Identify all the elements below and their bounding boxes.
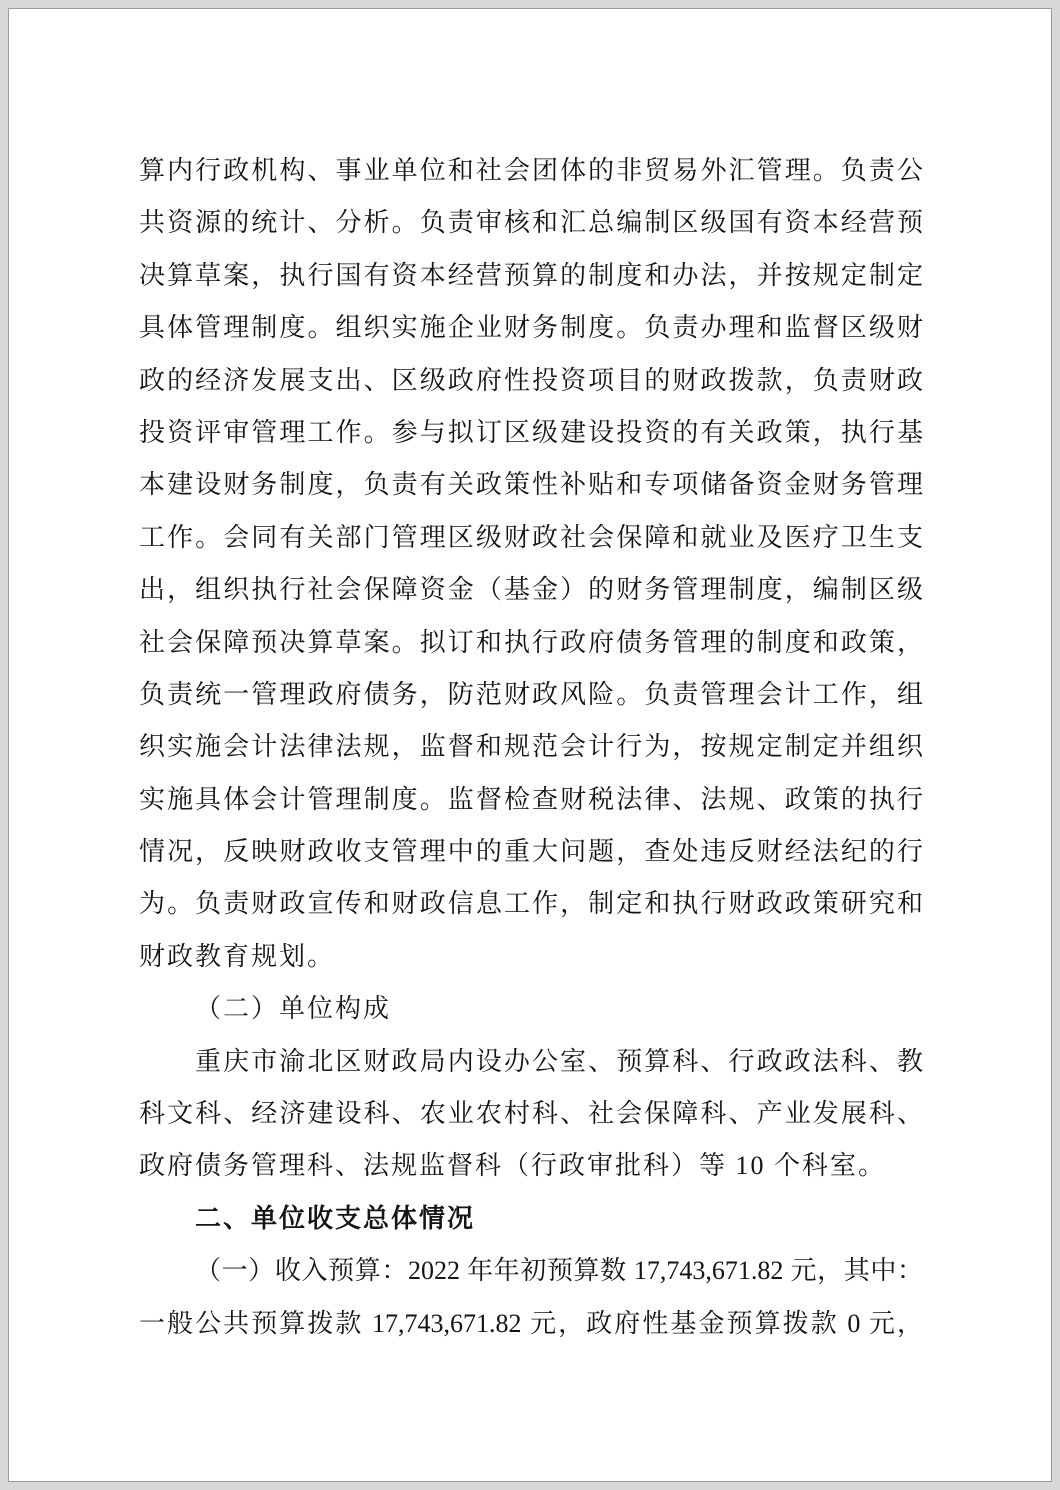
text-line: 情况，反映财政收支管理中的重大问题，查处违反财经法纪的行 bbox=[139, 837, 923, 867]
unit-composition-paragraph bbox=[139, 1036, 923, 1193]
subsection-heading: （二）单位构成 bbox=[195, 994, 392, 1024]
text-line: 一般公共预算拨款 17,743,671.82 元，政府性基金预算拨款 0 元， bbox=[139, 1308, 923, 1338]
text-line: 为。负责财政宣传和财政信息工作，制定和执行财政政策研究和 bbox=[139, 889, 923, 919]
text-line: （一）收入预算：2022 年年初预算数 17,743,671.82 元，其中： bbox=[195, 1256, 923, 1286]
text-line: 重庆市渝北区财政局内设办公室、预算科、行政政法科、教 bbox=[195, 1046, 923, 1076]
text-line: 工作。会同有关部门管理区级财政社会保障和就业及医疗卫生支 bbox=[139, 522, 923, 552]
text-line: 实施具体会计管理制度。监督检查财税法律、法规、政策的执行 bbox=[139, 784, 923, 814]
continued-paragraph bbox=[139, 145, 923, 983]
text-line: 投资评审管理工作。参与拟订区级建设投资的有关政策，执行基 bbox=[139, 417, 923, 447]
document-body bbox=[139, 145, 923, 1350]
text-line: 负责统一管理政府债务，防范财政风险。负责管理会计工作，组 bbox=[139, 679, 923, 709]
text-line: 政府债务管理科、法规监督科（行政审批科）等 10 个科室。 bbox=[139, 1151, 887, 1181]
text-line: 具体管理制度。组织实施企业财务制度。负责办理和监督区级财 bbox=[139, 313, 923, 343]
text-line: 决算草案，执行国有资本经营预算的制度和办法，并按规定制定 bbox=[139, 260, 923, 290]
text-line: 本建设财务制度，负责有关政策性补贴和专项储备资金财务管理 bbox=[139, 470, 923, 500]
text-line: 算内行政机构、事业单位和社会团体的非贸易外汇管理。负责公 bbox=[139, 156, 923, 185]
text-line: 科文科、经济建设科、农业农村科、社会保障科、产业发展科、 bbox=[139, 1099, 923, 1129]
section-heading: 二、单位收支总体情况 bbox=[195, 1203, 476, 1233]
text-line: 织实施会计法律法规，监督和规范会计行为，按规定制定并组织 bbox=[139, 732, 923, 762]
income-budget-paragraph bbox=[139, 1245, 923, 1350]
text-line: 出，组织执行社会保障资金（基金）的财务管理制度，编制区级 bbox=[139, 575, 923, 605]
document-page bbox=[8, 8, 1052, 1482]
text-line: 社会保障预决算草案。拟订和执行政府债务管理的制度和政策， bbox=[139, 627, 923, 657]
text-line: 政的经济发展支出、区级政府性投资项目的财政拨款，负责财政 bbox=[139, 365, 923, 395]
text-line: 共资源的统计、分析。负责审核和汇总编制区级国有资本经营预 bbox=[139, 208, 923, 238]
text-line: 财政教育规划。 bbox=[139, 941, 336, 971]
